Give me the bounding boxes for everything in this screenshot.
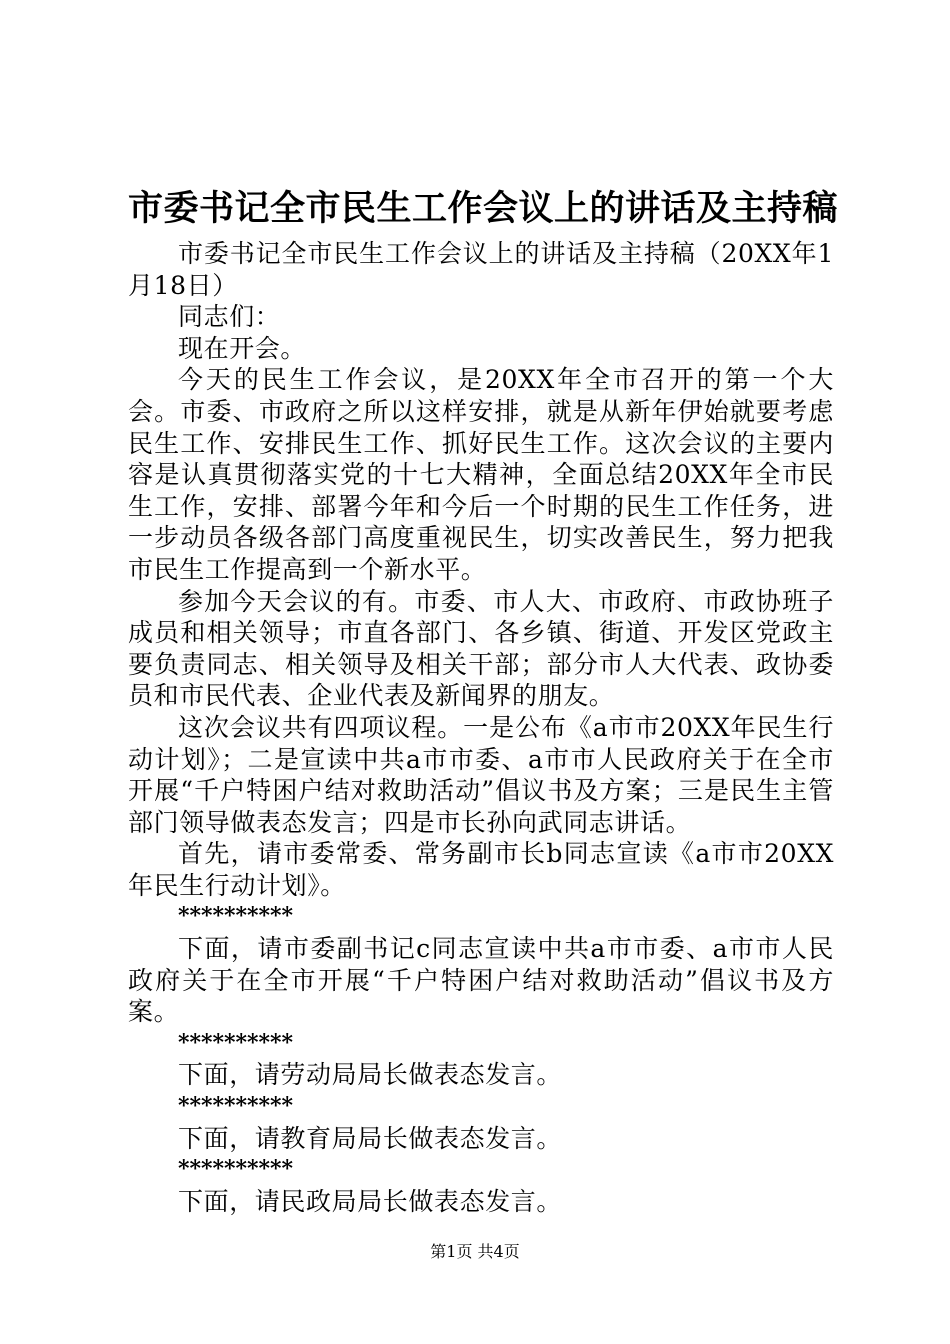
paragraph-education-bureau: 下面，请教育局局长做表态发言。 — [178, 1123, 563, 1153]
separator-asterisks: ********** — [178, 1093, 294, 1120]
paragraph-second-item: 下面，请市委副书记c同志宣读中共a市市委、a市市人民政府关于在全市开展“千户特困户结对救助活动”倡议书及方案。 — [128, 934, 834, 1027]
paragraph-subtitle: 市委书记全市民生工作会议上的讲话及主持稿（20XX年1月18日） — [128, 239, 834, 300]
paragraph-civil-affairs-bureau: 下面，请民政局局长做表态发言。 — [178, 1186, 563, 1216]
paragraph-attendees: 参加今天会议的有。市委、市人大、市政府、市政协班子成员和相关领导；市直各部门、各乡镇、街道、开发区党政主要负责同志、相关领导及相关干部；部分市人大代表、政协委员和市民代表、企业代表及新闻界的朋友。 — [128, 586, 834, 711]
separator-asterisks: ********** — [178, 1029, 294, 1056]
paragraph-opening: 现在开会。 — [178, 333, 307, 363]
document-body — [128, 238, 834, 1217]
page-number-footer: 第1页 共4页 — [430, 1242, 520, 1261]
paragraph-labor-bureau: 下面，请劳动局局长做表态发言。 — [178, 1060, 563, 1090]
paragraph-salutation: 同志们： — [178, 302, 281, 332]
paragraph-first-item: 首先，请市委常委、常务副市长b同志宣读《a市市20XX年民生行动计划》。 — [128, 839, 834, 900]
separator-asterisks: ********** — [178, 903, 294, 930]
separator-asterisks: ********** — [178, 1156, 294, 1183]
document-title: 市委书记全市民生工作会议上的讲话及主持稿 — [128, 188, 839, 229]
paragraph-meeting-purpose: 今天的民生工作会议，是20XX年全市召开的第一个大会。市委、市政府之所以这样安排，就是从新年伊始就要考虑民生工作、安排民生工作、抓好民生工作。这次会议的主要内容是认真贯彻落实党的十七大精神，全面总结20XX年全市民生工作，安排、部署今年和今后一个时期的民生工作任务，进一步动员各级各部门高度重视民生，切实改善民生，努力把我市民生工作提高到一个新水平。 — [128, 365, 834, 584]
paragraph-agenda: 这次会议共有四项议程。一是公布《a市市20XX年民生行动计划》；二是宣读中共a市市委、a市市人民政府关于在全市开展“千户特困户结对救助活动”倡议书及方案；三是民生主管部门领导做表态发言；四是市长孙向武同志讲话。 — [128, 712, 834, 837]
